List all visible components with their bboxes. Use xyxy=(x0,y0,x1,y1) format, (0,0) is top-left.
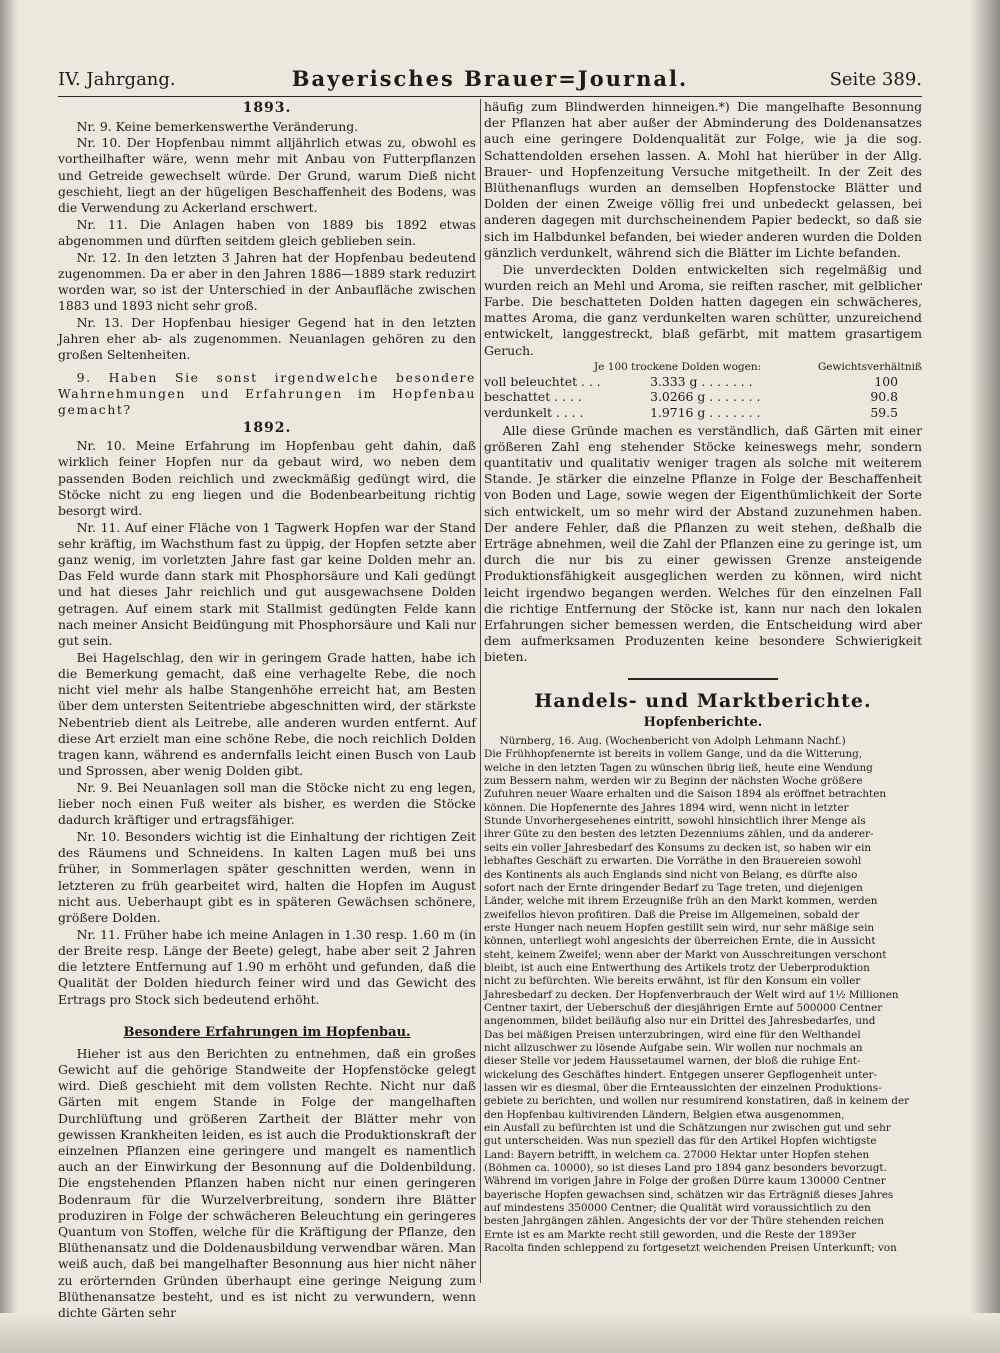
report-paragraph: Nr. 10. Besonders wichtig ist die Einhaltung der richtigen Zeit des Räumens und Schneidens. In kalten Lagen muß bei uns früher, in Sommerlagen später geschnitten werden, wenn in letzteren zu früh gearbeitet wird, halten die Hopfen im August nicht aus. Ueberhaupt gibt es in späteren Gewächsen schönere, größere Dolden. xyxy=(58,829,476,926)
table-row xyxy=(484,405,922,421)
table-header-ratio: Gewichtsverhältniß xyxy=(817,360,922,373)
market-report-line: lebhaftes Geschäft zu erwarten. Die Vorräthe in den Brauereien sowohl xyxy=(484,855,862,868)
market-report-line: bleibt, ist auch eine Entwerthung des Artikels trotz der Ueberproduktion xyxy=(484,961,870,974)
table-row xyxy=(484,389,922,405)
report-paragraph: Nr. 9. Keine bemerkenswerthe Veränderung. xyxy=(76,118,359,134)
market-report-line: nicht allzuschwer zu lösende Aufgabe sein. Wir wollen nur nochmals an xyxy=(484,1041,863,1054)
market-report-line: ein Ausfall zu befürchten ist und die Schätzungen nur zwischen gut und sehr xyxy=(484,1122,891,1135)
report-paragraph: Nr. 10. Der Hopfenbau nimmt alljährlich etwas zu, obwohl es vortheilhafter wäre, wenn mehr mit Anbau von Futterpflanzen und Getreide gewechselt würde. Der Grund, warum Dieß nicht geschieht, liegt an der hügeligen Beschaffenheit des Bodens, was die Verwendung zu Ackerland erschwert. xyxy=(58,135,476,216)
market-report-line: bayerische Hopfen gewachsen sind, schätzen wir das Erträgniß dieses Jahres xyxy=(484,1188,894,1201)
market-report-line: zweifellos hievon profitiren. Daß die Preise im Allgemeinen, sobald der xyxy=(484,908,860,921)
table-cell-label: beschattet . . . . xyxy=(484,389,582,405)
market-report-line: den Hopfenbau kultivirenden Ländern, Belgien etwa ausgenommen, xyxy=(484,1108,845,1121)
table-cell-weight: 3.0266 g . . . . . . . xyxy=(650,389,761,405)
market-report-line: seits ein voller Jahresbedarf des Konsums zu decken ist, so haben wir ein xyxy=(484,841,872,854)
market-report-line: nicht zu befürchten. Wie bereits erwähnt, ist für den Konsum ein voller xyxy=(484,975,861,988)
market-section-title: Handels- und Marktberichte. xyxy=(534,689,872,712)
market-report-line: ihrer Güte zu den besten des letzten Dezenniums zählen, und da anderer- xyxy=(484,828,874,841)
weight-table xyxy=(484,360,922,421)
left-column xyxy=(58,99,476,1321)
header-rule xyxy=(58,96,922,97)
report-paragraph: Nr. 13. Der Hopfenbau hiesiger Gegend hat in den letzten Jahren eher ab- als zugenommen. Neuanlagen gehören zu den großen Seltenheiten. xyxy=(58,314,476,363)
section-title: Besondere Erfahrungen im Hopfenbau. xyxy=(123,1024,411,1040)
market-report-line: Land: Bayern betrifft, in welchem ca. 27000 Hektar unter Hopfen stehen xyxy=(484,1148,870,1161)
report-paragraph: Nr. 9. Bei Neuanlagen soll man die Stöcke nicht zu eng legen, lieber noch einen Fuß weiter als bisher, es werden die Stöcke dadurch kräftiger und ertragsfähiger. xyxy=(58,779,476,828)
section-rule xyxy=(628,678,778,680)
market-report-line: können. Die Hopfenernte des Jahres 1894 wird, wenn nicht in letzter xyxy=(484,801,849,814)
market-report-line: dieser Stelle vor jedem Haussetaumel warnen, der bloß die ruhige Ent- xyxy=(484,1055,861,1068)
market-report-line: Zufuhren neuer Waare erhalten und die Saison 1894 als eröffnet betrachten xyxy=(484,788,887,801)
market-report-line: steht, keinem Zweifel; wenn aber der Markt von Ausschreitungen verschont xyxy=(484,948,887,961)
table-cell-ratio: 90.8 xyxy=(870,389,898,405)
market-report-line: besten Jahrgängen zählen. Angesichts der vor der Thüre stehenden reichen xyxy=(484,1215,884,1228)
journal-title: Bayerisches Brauer=Journal. xyxy=(291,66,689,91)
market-report-line: Nürnberg, 16. Aug. (Wochenbericht von Adolph Lehmann Nachf.) xyxy=(499,735,846,748)
page-shadow-right xyxy=(970,0,1000,1353)
market-report-line: zum Bessern nahm, werden wir zu Beginn der nächsten Woche größere xyxy=(484,775,863,788)
report-paragraph: Nr. 11. Die Anlagen haben von 1889 bis 1892 etwas abgenommen und dürften seitdem gleich geblieben sein. xyxy=(58,216,476,248)
report-paragraph: Nr. 11. Früher habe ich meine Anlagen in 1.30 resp. 1.60 m (in der Breite resp. Länge der Beete) gelegt, habe aber seit 2 Jahren die letztere Entfernung auf 1.90 m erhöht und gefunden, daß die Qualität der Dolden hiedurch feiner wird und das Gewicht des Ertrags pro Stock sich bedeutend erhöht. xyxy=(58,926,476,1007)
market-report-line: erste Hunger nach neuem Hopfen gestillt sein wird, nur sehr mäßige sein xyxy=(484,921,875,934)
market-report-line: gut unterscheiden. Was nun speziell das für den Artikel Hopfen wichtigste xyxy=(484,1135,877,1148)
market-report-line: sofort nach der Ernte dringender Bedarf zu Tage treten, und diejenigen xyxy=(484,881,863,894)
table-cell-weight: 1.9716 g . . . . . . . xyxy=(650,404,761,420)
market-report-line: lassen wir es diesmal, über die Ernteaussichten der einzelnen Produktions- xyxy=(484,1082,882,1095)
table-cell-label: voll beleuchtet . . . xyxy=(484,373,601,389)
weight-table-header xyxy=(484,360,922,374)
report-paragraph: Nr. 11. Auf einer Fläche von 1 Tagwerk Hopfen war der Stand sehr kräftig, im Wachsthum fast zu üppig, der Hopfen setzte aber ganz wenig, im vorletzten Jahre fast gar keine Dolden mehr an. Das Feld wurde dann stark mit Phosphorsäure und Kali gedüngt und hat dieses Jahr reichlich und gut ausgewachsene Dolden getragen. Auf einem stark mit Stallmist gedüngten Felde kann nach meiner Ansicht Beidüngung mit Phosphorsäure und Kali nur gut sein. xyxy=(58,519,476,649)
table-cell-label: verdunkelt . . . . xyxy=(484,404,584,420)
market-report-line: Länder, welche mit ihrem Erzeugniße früh an den Markt kommen, werden xyxy=(484,895,878,908)
year-heading-1893: 1893. xyxy=(242,100,292,116)
report-paragraph: Nr. 12. In den letzten 3 Jahren hat der Hopfenbau bedeutend zugenommen. Da er aber in den Jahren 1886—1889 stark reduzirt worden war, so ist der Unterschied in der Anbaufläche zwischen 1883 und 1893 nicht sehr groß. xyxy=(58,249,476,314)
market-report-line: Während im vorigen Jahre in Folge der großen Dürre kaum 130000 Centner xyxy=(484,1175,886,1188)
column-divider xyxy=(480,99,481,1283)
article-paragraph: Alle diese Gründe machen es verständlich, daß Gärten mit einer größeren Zahl eng stehender Stöcke keineswegs mehr, sondern quantitativ und qualitativ weniger tragen als solche mit weiterem Stande. Je stärker die einzelne Pflanze in Folge der Beschaffenheit von Boden und Lage, sowie wegen der Eigenthümlichkeit der Sorte sich entwickelt, um so mehr wird der Abstand zuzunehmen haben. Der andere Fehler, daß die Pflanzen zu weit stehen, deßhalb die Erträge abnehmen, weil die Zahl der Pflanzen eine zu geringe ist, um durch die nur bis zu einer gewissen Grenze ansteigende Produktionsfähigkeit ausgeglichen werden zu können, wird nicht leicht irgendwo begangen werden. Welches für den einzelnen Fall die richtige Entfernung der Stöcke ist, kann nur nach den lokalen Erfahrungen sicher bemessen werden, die Entscheidung wird aber dem aufmerksamen Produzenten keine besondere Schwierigkeit bieten. xyxy=(484,422,922,665)
table-row xyxy=(484,374,922,390)
market-report-line: welche in den letzten Tagen zu wünschen übrig ließ, heute eine Wendung xyxy=(484,761,873,774)
market-report-line: Ernte ist es am Markte recht still geworden, und die Reste der 1893er xyxy=(484,1228,857,1241)
page-number: Seite 389. xyxy=(829,69,922,90)
market-report-line: Jahresbedarf zu decken. Der Hopfenverbrauch der Welt wird auf 1½ Millionen xyxy=(484,988,899,1001)
volume-label: IV. Jahrgang. xyxy=(58,69,176,90)
market-report-line: Die Frühhopfenernte ist bereits in vollem Gange, und da die Witterung, xyxy=(484,748,863,761)
report-paragraph: Nr. 10. Meine Erfahrung im Hopfenbau geht dahin, daß wirklich feiner Hopfen nur da gebaut wird, wo neben dem passenden Boden reichlich und zweckmäßig gedüngt wird, die Stöcke nicht zu eng liegen und die Bodenbearbeitung richtig besorgt wird. xyxy=(58,438,476,518)
market-report-line: des Kontinents als auch Englands sind nicht von Belang, es dürfte also xyxy=(484,868,858,881)
market-report-line: Centner taxirt, der Ueberschuß der diesjährigen Ernte auf 500000 Centner xyxy=(484,1001,883,1014)
market-report-line: Racolta finden schleppend zu fortgesetzt weichenden Preisen Unterkunft; von xyxy=(484,1242,897,1255)
market-report-line: Das bei mäßigen Preisen unterzubringen, wird eine für den Welthandel xyxy=(484,1028,861,1041)
market-report-line: Stunde Unvorhergesehenes eintritt, sowohl hinsichtlich ihrer Menge als xyxy=(484,815,866,828)
report-paragraph: Bei Hagelschlag, den wir in geringem Grade hatten, habe ich die Bemerkung gemacht, daß eine verhagelte Rebe, die noch nicht viel mehr als halbe Stangenhöhe erreicht hat, am Besten über dem untersten Seitentriebe abgeschnitten wird, der stärkste Nebentrieb dient als Leitrebe, alle anderen wurden entfernt. Auf diese Art erzielt man eine schöne Rebe, die noch reichlich Dolden tragen kann, während es andernfalls leicht einen Busch von Laub und Sprossen, aber wenig Dolden gibt. xyxy=(58,649,476,779)
market-report-line: können, unterliegt wohl angesichts der überreichen Ernte, die in Aussicht xyxy=(484,935,876,948)
question-heading: 9. Haben Sie sonst irgendwelche besondere Wahrnehmungen und Erfahrungen im Hopfenbau gemacht? xyxy=(58,369,476,417)
table-header-label: Je 100 trockene Dolden wogen: xyxy=(594,360,762,373)
right-column xyxy=(484,99,922,1279)
table-cell-weight: 3.333 g . . . . . . . xyxy=(650,373,753,389)
article-paragraph: Hieher ist aus den Berichten zu entnehmen, daß ein großes Gewicht auf die gehörige Standweite der Hopfenstöcke gelegt wird. Dieß geschieht mit dem vollsten Rechte. Nicht nur daß Gärten mit engem Stande in Folge der mangelhaften Durchlüftung und größeren Zartheit der Blätter mehr von gewissen Krankheiten leiden, es ist auch die Produktionskraft der einzelnen Pflanzen eine geringere und mangelt es namentlich auch an der Einwirkung der Besonnung auf die Doldenbildung. Die engstehenden Pflanzen haben nicht nur einen geringeren Bodenraum für die Wurzelverbreitung, sondern ihre Blätter produziren in Folge der schwächeren Beleuchtung ein geringeres Quantum von Stoffen, welche für die Kräftigung der Pflanze, den Blüthenansatz und die Doldenausbildung verwendbar wären. Man weiß auch, daß bei mangelhafter Besonnung aus hier nicht näher zu erörternden Gründen überhaupt eine geringe Neigung zum Blüthenansatze besteht, und es ist nicht zu verwundern, wenn dichte Gärten sehr xyxy=(58,1045,476,1321)
market-report-line: angenommen, bildet beiläufig also nur ein Drittel des Jahresbedarfes, und xyxy=(484,1015,876,1028)
article-paragraph: Die unverdeckten Dolden entwickelten sich regelmäßig und wurden reich an Mehl und Aroma, sie reiften rascher, mit gelblicher Farbe. Die beschatteten Dolden hatten dagegen ein schwächeres, mattes Aroma, die ganz verdunkelten waren schütter, unzureichend entwickelt, langgestreckt, blaß gefärbt, mit mattem grasartigem Geruch. xyxy=(484,261,922,358)
article-paragraph: häufig zum Blindwerden hinneigen.*) Die mangelhafte Besonnung der Pflanzen hat aber außer der Abminderung des Doldenansatzes auch eine geringere Doldenqualität zur Folge, wie ja die sog. Schattendolden ersehen lassen. A. Mohl hat hierüber in der Allg. Brauer- und Hopfenzeitung Versuche mitgetheilt. In der Zeit des Blüthenanflugs wurden an demselben Hopfenstocke Blätter und Dolden der einen Zweige völlig frei und unbedeckt gelassen, bei anderen dagegen mit durchscheinendem Papier bedeckt, so daß sie sich im Halbdunkel befanden, bei wieder anderen wurden die Dolden gänzlich verdunkelt, während sich die Blätter im Lichte befanden. xyxy=(484,99,922,260)
market-report-line: auf mindestens 350000 Centner; die Qualität wird voraussichtlich zu den xyxy=(484,1202,871,1215)
hop-reports-subtitle: Hopfenberichte. xyxy=(643,715,763,731)
table-cell-ratio: 100 xyxy=(874,373,898,389)
market-report-line: wickelung des Geschäftes hindert. Entgegen unserer Gepflogenheit unter- xyxy=(484,1068,878,1081)
year-heading-1892: 1892. xyxy=(242,419,292,436)
table-cell-ratio: 59.5 xyxy=(870,404,898,420)
market-report xyxy=(484,735,922,1255)
page-header xyxy=(58,66,922,94)
market-report-line: gebiete zu berichten, und wollen nur resumirend konstatiren, daß in keinem der xyxy=(484,1095,910,1108)
page-shadow-left xyxy=(0,0,18,1353)
market-report-line: (Böhmen ca. 10000), so ist dieses Land pro 1894 ganz besonders bevorzugt. xyxy=(484,1162,887,1175)
